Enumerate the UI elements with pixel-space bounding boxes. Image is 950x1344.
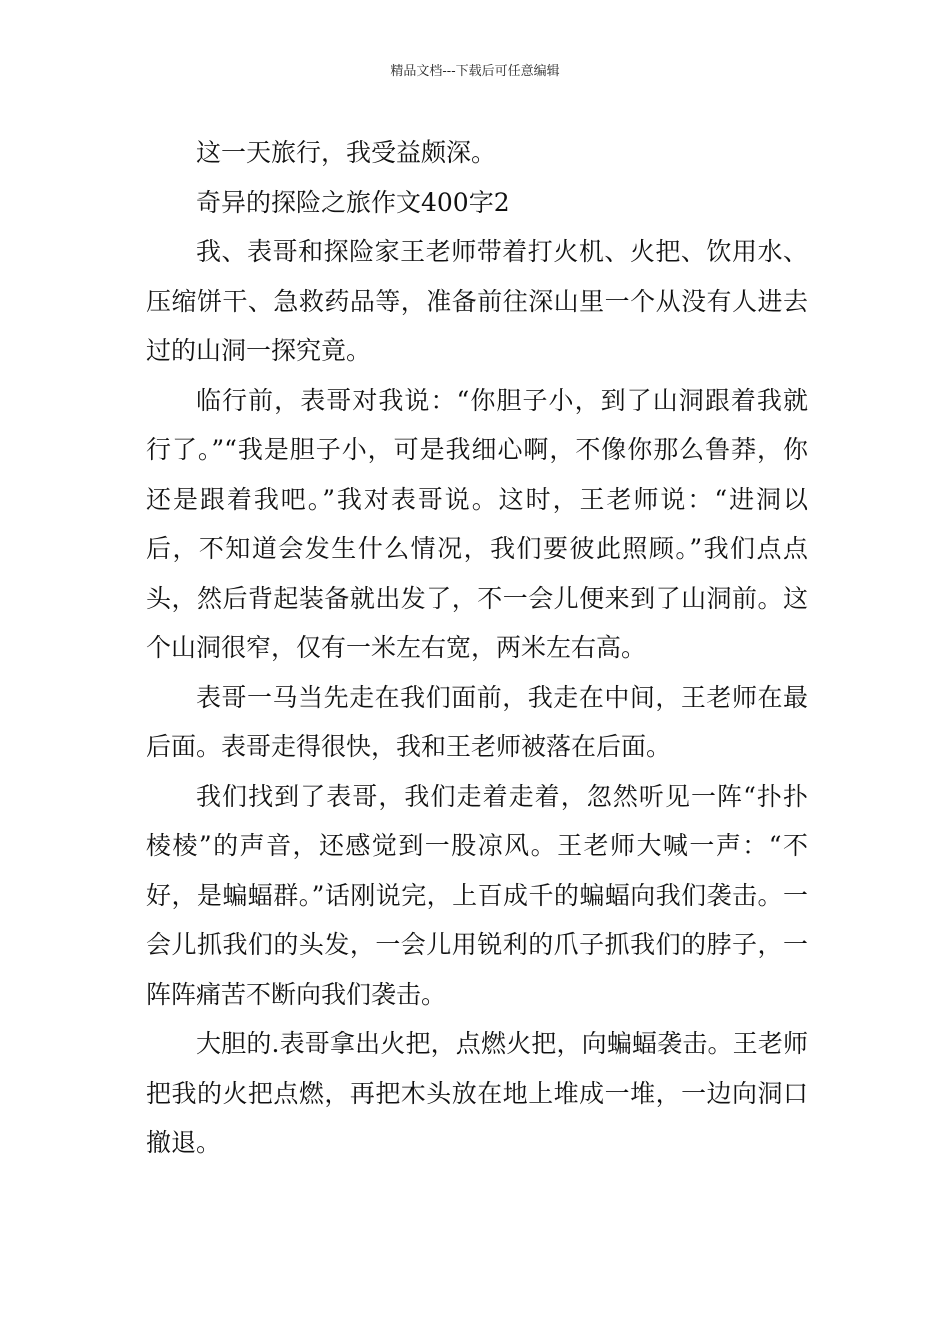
paragraph: 我、表哥和探险家王老师带着打火机、火把、饮用水、压缩饼干、急救药品等，准备前往深山里一个从没有人进去过的山洞一探究竟。: [146, 237, 808, 365]
paragraph: 这一天旅行，我受益颇深。: [196, 138, 497, 167]
paragraph: 表哥一马当先走在我们面前，我走在中间，王老师在最后面。表哥走得很快，我和王老师被落在后面。: [146, 682, 808, 761]
paragraph: 临行前，表哥对我说：“你胆子小，到了山洞跟着我就行了。”“我是胆子小，可是我细心啊，不像你那么鲁莽，你还是跟着我吧。”我对表哥说。这时，王老师说：“进洞以后，不知道会发生什么情况，我们要彼此照顾。”我们点点头，然后背起装备就出发了，不一会儿便来到了山洞前。这个山洞很窄，仅有一米左右宽，两米左右高。: [146, 385, 808, 662]
paragraph: 大胆的.表哥拿出火把，点燃火把，向蝙蝠袭击。王老师把我的火把点燃，再把木头放在地上堆成一堆，一边向洞口撤退。: [146, 1029, 808, 1157]
page-header: 精品文档---下载后可任意编辑: [390, 64, 560, 79]
essay-title: 奇异的探险之旅作文400字2: [196, 187, 510, 217]
document-body: [146, 128, 808, 1168]
paragraph: 我们找到了表哥，我们走着走着，忽然听见一阵“扑扑棱棱”的声音，还感觉到一股凉风。王老师大喊一声：“不好，是蝙蝠群。”话刚说完，上百成千的蝙蝠向我们袭击。一会儿抓我们的头发，一会儿用锐利的爪子抓我们的脖子，一阵阵痛苦不断向我们袭击。: [146, 781, 808, 1009]
